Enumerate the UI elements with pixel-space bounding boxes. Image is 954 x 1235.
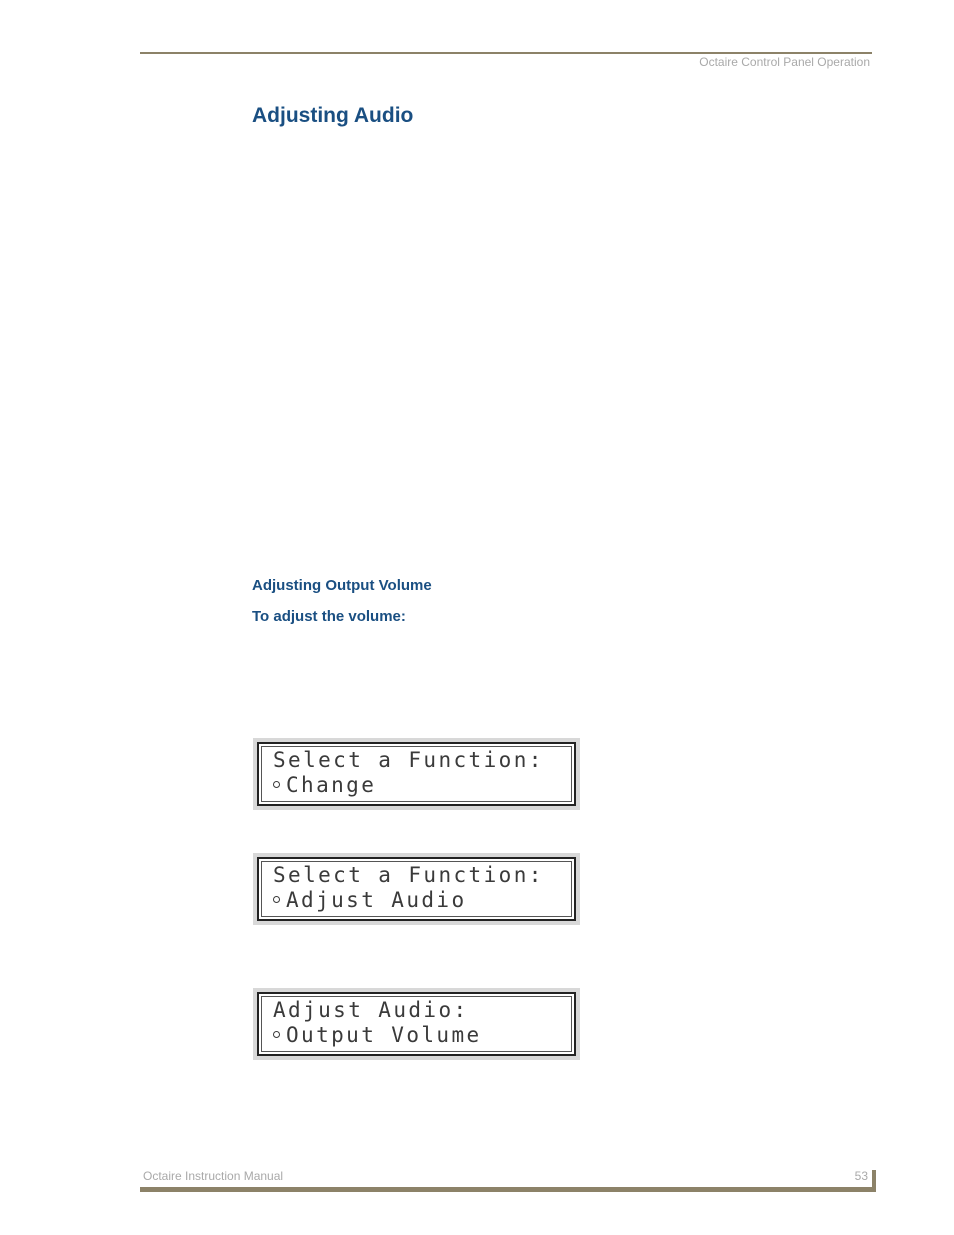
header-rule xyxy=(140,52,872,54)
lcd-line-1: Select a Function: xyxy=(273,863,544,887)
running-header: Octaire Control Panel Operation xyxy=(699,55,870,69)
lcd-line-1: Adjust Audio: xyxy=(273,998,469,1022)
lcd-line-2-text: Adjust Audio xyxy=(286,888,467,912)
menu-bullet-icon xyxy=(273,1031,280,1038)
footer-page-number: 53 xyxy=(854,1169,868,1183)
lcd-display-adjust-audio-output-volume xyxy=(253,988,580,1060)
lcd-line-2-text: Change xyxy=(286,773,377,797)
menu-bullet-icon xyxy=(273,896,280,903)
section-title: Adjusting Audio xyxy=(252,104,414,127)
lcd-line-2 xyxy=(273,773,574,798)
lcd-line-2-text: Output Volume xyxy=(286,1023,482,1047)
menu-bullet-icon xyxy=(273,781,280,788)
lcd-line-2 xyxy=(273,888,574,913)
subsection-title: Adjusting Output Volume xyxy=(252,577,432,594)
lcd-screen xyxy=(257,992,576,1056)
procedure-title: To adjust the volume: xyxy=(252,608,406,625)
lcd-screen xyxy=(257,857,576,921)
lcd-display-select-adjust-audio xyxy=(253,853,580,925)
lcd-display-select-change xyxy=(253,738,580,810)
footer-rule xyxy=(140,1187,876,1192)
footer-manual-title: Octaire Instruction Manual xyxy=(143,1169,284,1183)
lcd-line-1: Select a Function: xyxy=(273,748,544,772)
lcd-screen xyxy=(257,742,576,806)
lcd-line-2 xyxy=(273,1023,574,1048)
